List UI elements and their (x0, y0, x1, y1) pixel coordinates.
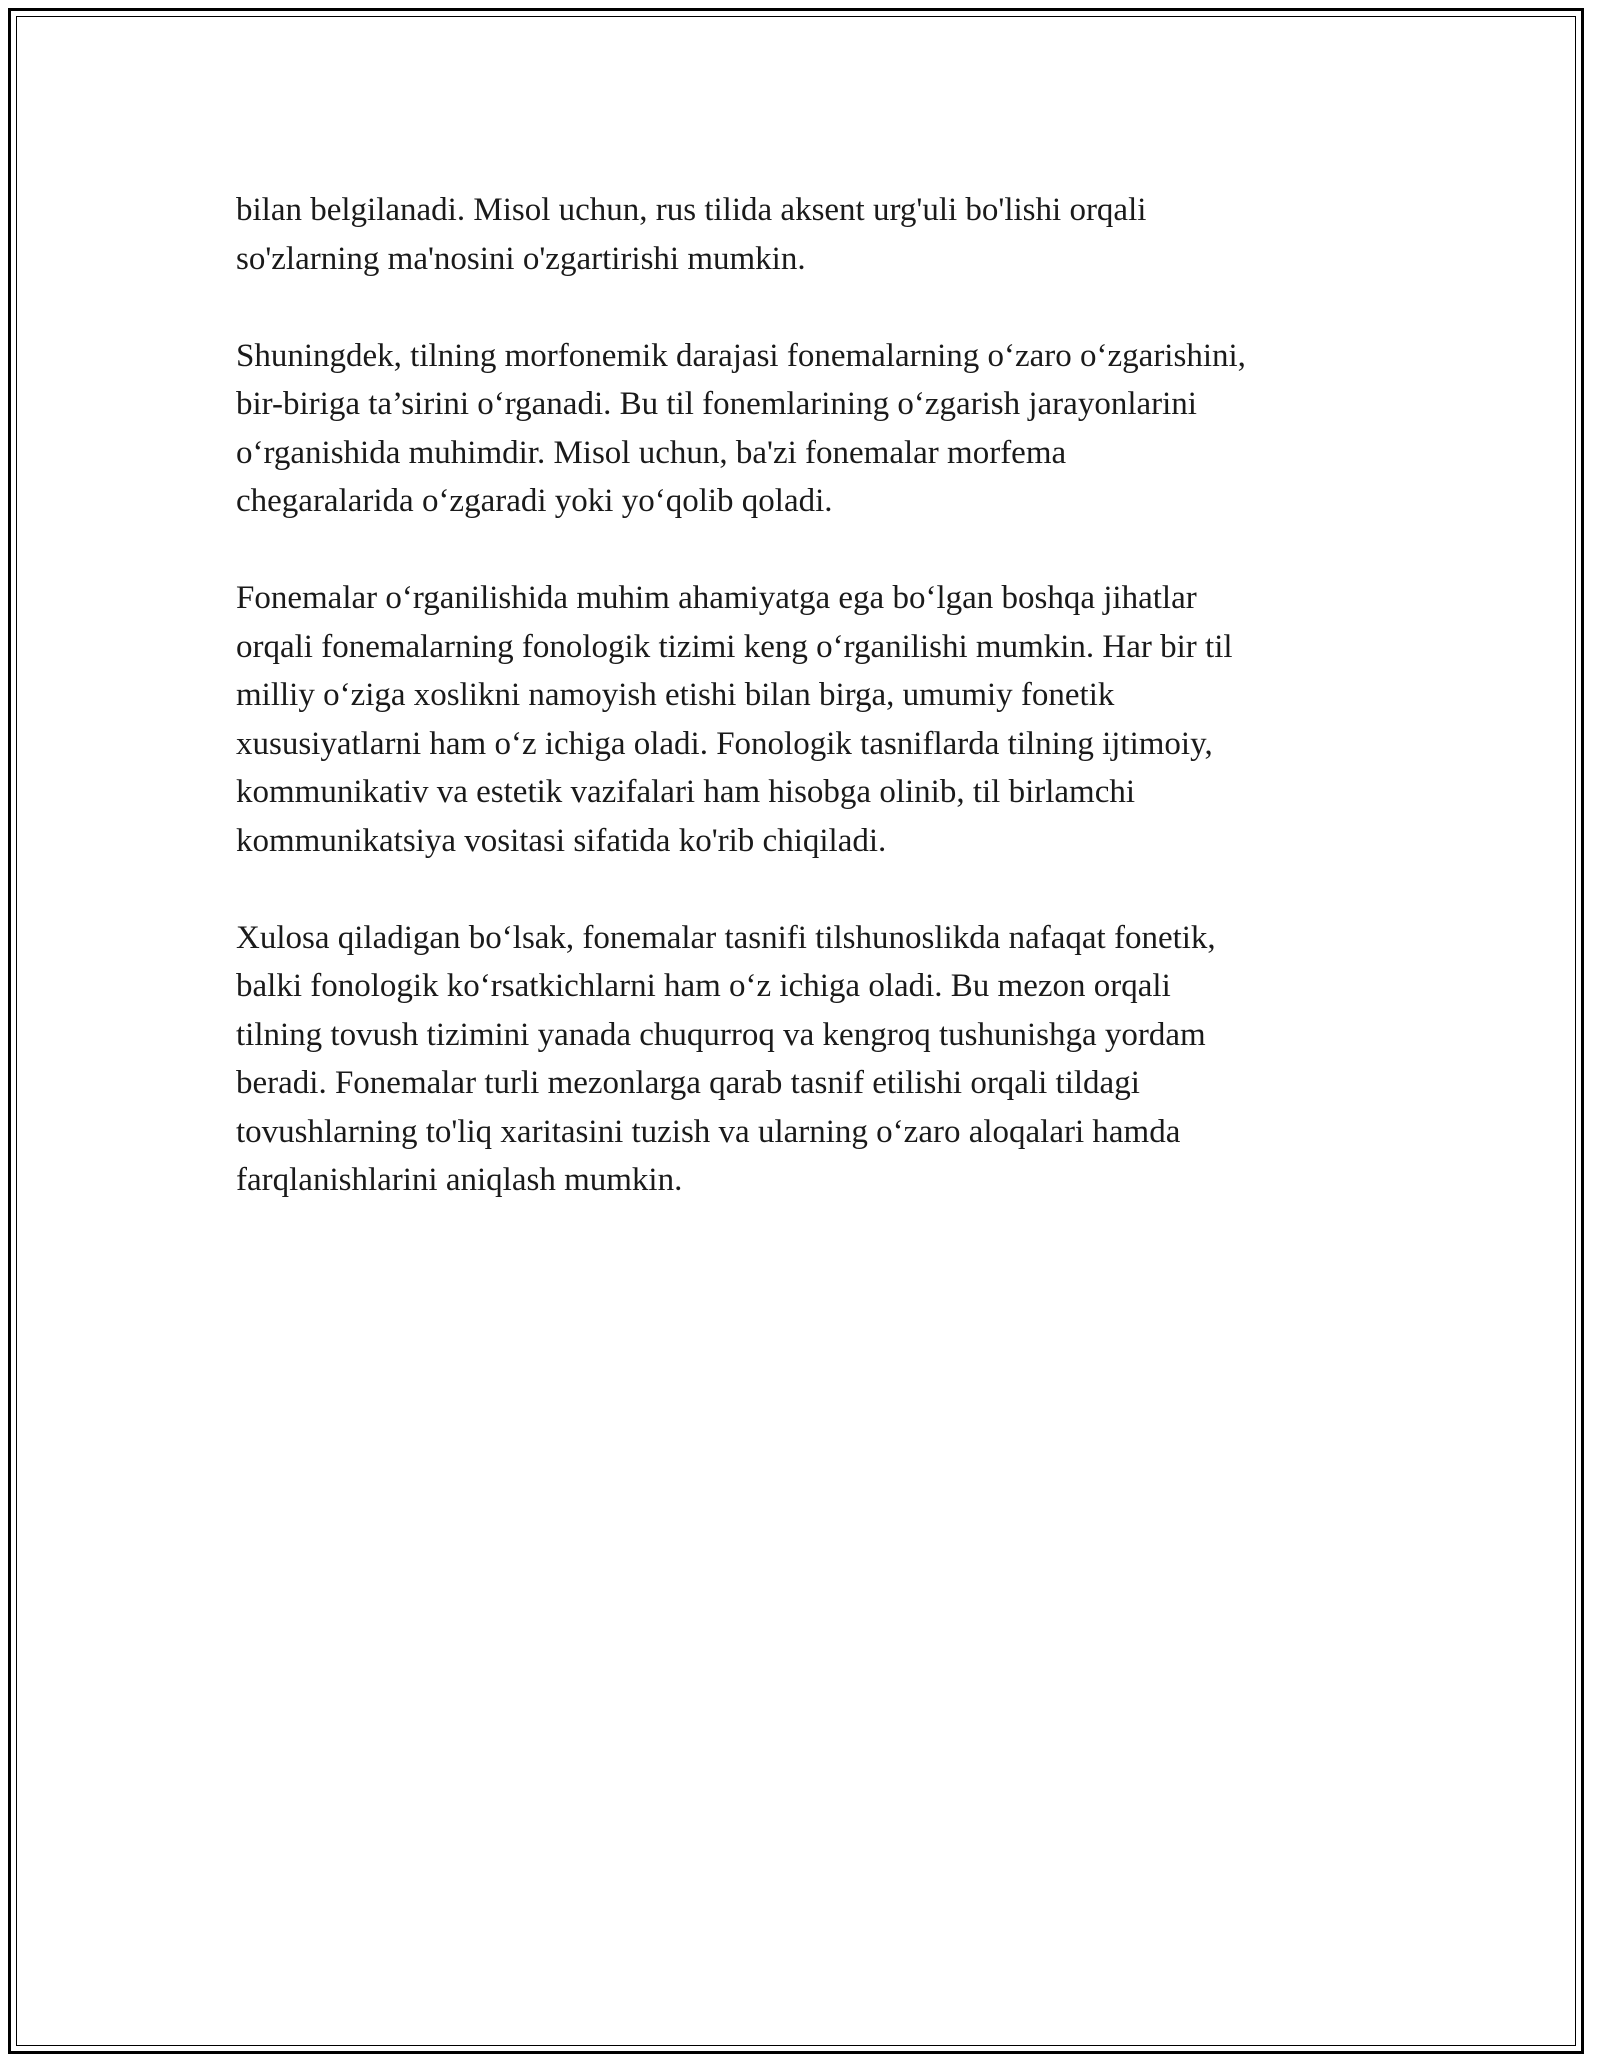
paragraph-4: Xulosa qiladigan bo‘lsak, fonemalar tasnifi tilshunoslikda nafaqat fonetik, balki fonologik ko‘rsatkichlarni ham o‘z ichiga oladi. Bu mezon orqali tilning tovush tizimini yanada chuqurroq va kengroq tushunishga yordam beradi. Fonemalar turli mezonlarga qarab tasnif etilishi orqali tildagi tovushlarning to'liq xaritasini tuzish va ularning o‘zaro aloqalari hamda farqlanishlarini aniqlash mumkin. (236, 919, 1216, 1198)
paragraph-3: Fonemalar o‘rganilishida muhim ahamiyatga ega bo‘lgan boshqa jihatlar orqali fonemalarning fonologik tizimi keng o‘rganilishi mumkin. Har bir til milliy o‘ziga xoslikni namoyish etishi bilan birga, umumiy fonetik xususiyatlarni ham o‘z ichiga oladi. Fonologik tasniflarda tilning ijtimoiy, kommunikativ va estetik vazifalari ham hisobga olinib, til birlamchi kommunikatsiya vositasi sifatida ko'rib chiqiladi. (236, 580, 1233, 859)
paragraph-2: Shuningdek, tilning morfonemik darajasi fonemalarning o‘zaro o‘zgarishini, bir-biriga ta’sirini o‘rganadi. Bu til fonemlarining o‘zgarish jarayonlarini o‘rganishida muhimdir. Misol uchun, ba'zi fonemalar morfema chegaralarida o‘zgaradi yoki yo‘qolib qoladi. (236, 337, 1246, 519)
document-body (236, 186, 1386, 1253)
paragraph-1: bilan belgilanadi. Misol uchun, rus tilida aksent urg'uli bo'lishi orqali so'zlarning ma'nosini o'zgartirishi mumkin. (236, 192, 1147, 277)
